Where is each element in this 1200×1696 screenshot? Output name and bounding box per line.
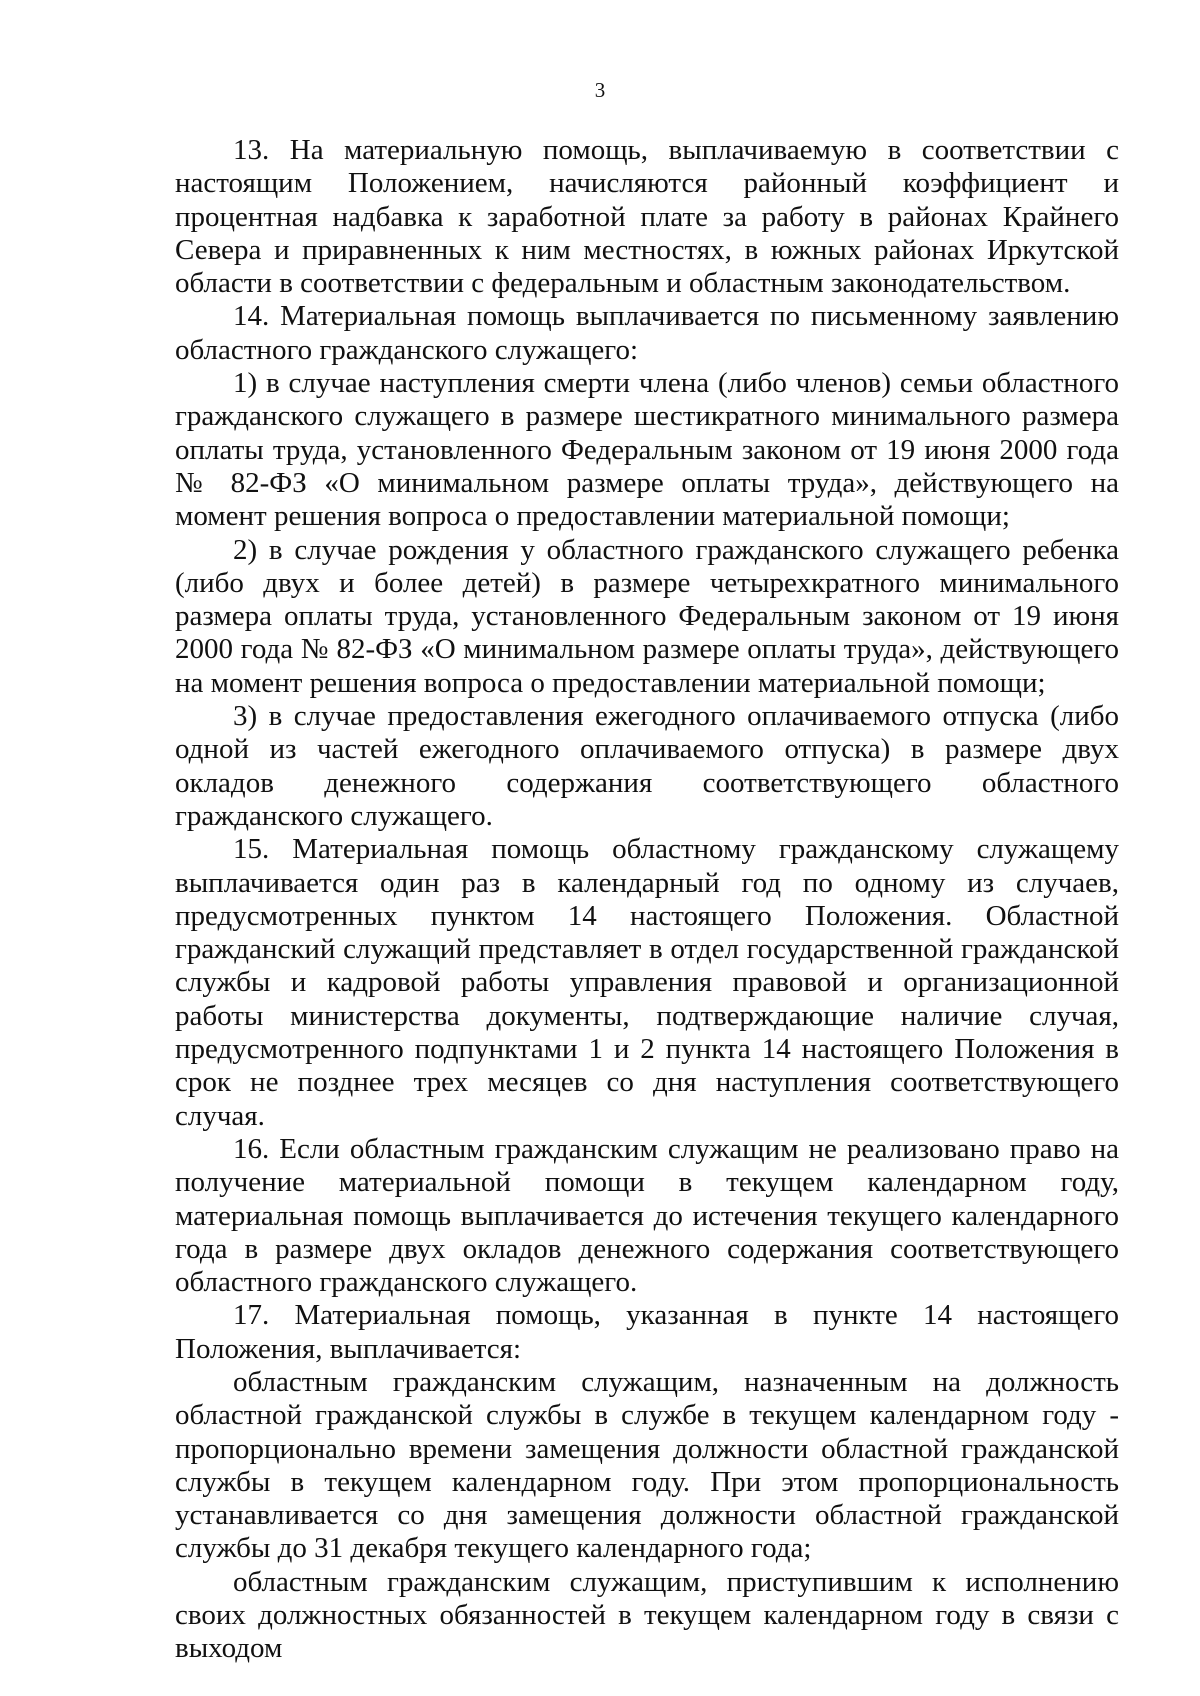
paragraph-15: 15. Материальная помощь областному гражданскому служащему выплачивается один раз в календарный год по одному из случаев, предусмотренных пунктом 14 настоящего Положения. Областной гражданский служащий представляет в отдел государственной гражданской службы и кадровой работы управления правовой и организационной работы министерства документы, подтверждающие наличие случая, предусмотренного подпунктами 1 и 2 пункта 14 настоящего Положения в срок не позднее трех месяцев со дня наступления соответствующего случая. [175,833,1119,1132]
paragraph-14-item-1: 1) в случае наступления смерти члена (либо членов) семьи областного гражданского служащего в размере шестикратного минимального размера оплаты труда, установленного Федеральным законом от 19 июня 2000 года № 82-ФЗ «О минимальном размере оплаты труда», действующего на момент решения вопроса о предоставлении материальной помощи; [175,367,1119,533]
paragraph-13: 13. На материальную помощь, выплачиваемую в соответствии с настоящим Положением, начисляются районный коэффициент и процентная надбавка к заработной плате за работу в районах Крайнего Севера и приравненных к ним местностях, в южных районах Иркутской области в соответствии с федеральным и областным законодательством. [175,134,1119,300]
paragraph-14-item-3: 3) в случае предоставления ежегодного оплачиваемого отпуска (либо одной из частей ежегодного оплачиваемого отпуска) в размере двух окладов денежного содержания соответствующего областного гражданского служащего. [175,700,1119,832]
paragraph-17-clause-2: областным гражданским служащим, приступившим к исполнению своих должностных обязанностей в текущем календарном году в связи с выходом [175,1565,1119,1665]
page-number: 3 [594,78,606,102]
document-body [175,134,1119,1666]
paragraph-14: 14. Материальная помощь выплачивается по письменному заявлению областного гражданского служащего: [175,300,1119,366]
paragraph-17: 17. Материальная помощь, указанная в пункте 14 настоящего Положения, выплачивается: [175,1299,1119,1365]
paragraph-17-clause-1: областным гражданским служащим, назначенным на должность областной гражданской службы в службе в текущем календарном году - пропорционально времени замещения должности областной гражданской службы в текущем календарном году. При этом пропорциональность устанавливается со дня замещения должности областной гражданской службы до 31 декабря текущего календарного года; [175,1365,1119,1565]
paragraph-14-item-2: 2) в случае рождения у областного гражданского служащего ребенка (либо двух и более детей) в размере четырехкратного минимального размера оплаты труда, установленного Федеральным законом от 19 июня 2000 года № 82-ФЗ «О минимальном размере оплаты труда», действующего на момент решения вопроса о предоставлении материальной помощи; [175,533,1119,699]
paragraph-16: 16. Если областным гражданским служащим не реализовано право на получение материальной помощи в текущем календарном году, материальная помощь выплачивается до истечения текущего календарного года в размере двух окладов денежного содержания соответствующего областного гражданского служащего. [175,1132,1119,1299]
